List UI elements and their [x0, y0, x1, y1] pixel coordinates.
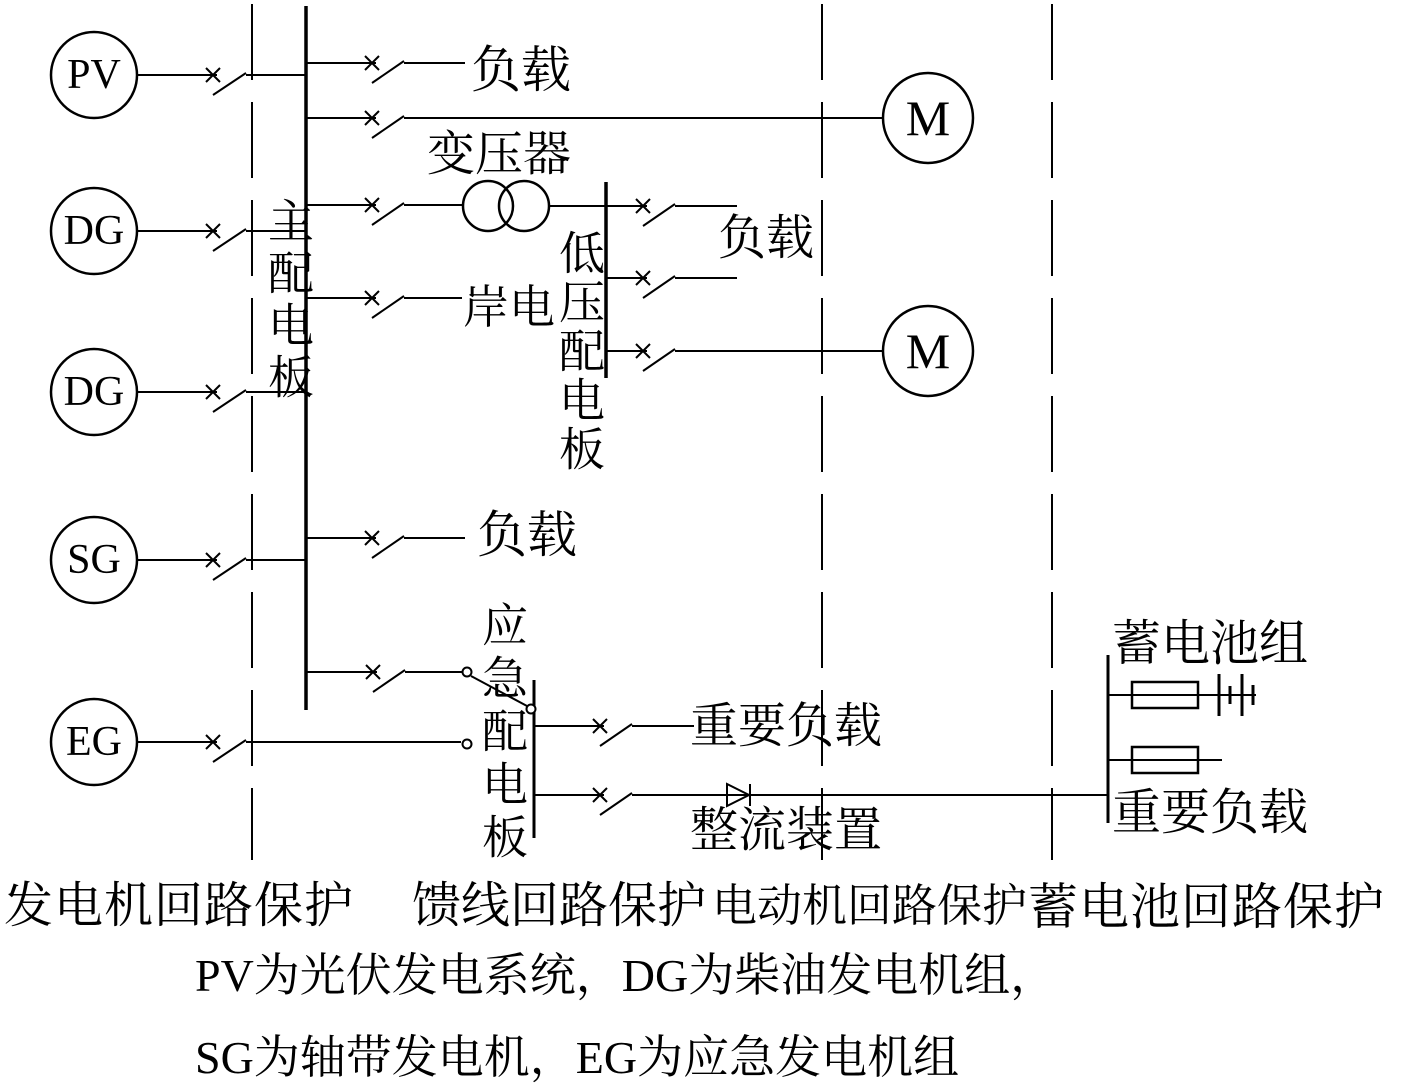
- feeder-emergency-tie: [306, 665, 462, 692]
- rectifier-label: 整流装置: [690, 804, 883, 857]
- important-load-battery-label: 重要负载: [1112, 785, 1309, 840]
- shore-power-label: 岸电: [463, 282, 555, 333]
- caption-battery-protection: 蓄电池回路保护: [1028, 879, 1385, 935]
- emergency-feeder-important-load: [534, 719, 694, 746]
- feeder-load-main: [306, 531, 465, 558]
- transformer-label: 变压器: [427, 128, 572, 181]
- emergency-switchboard-label: 应急配电板: [476, 601, 527, 866]
- load-main-label: 负载: [477, 507, 577, 563]
- pv-breaker: [137, 68, 306, 95]
- changeover-pivot: [527, 705, 536, 714]
- feeder-transformer: [306, 198, 606, 225]
- lv-feeder-spare: [606, 271, 737, 298]
- dg2-source-label: DG: [63, 369, 125, 415]
- load-lv-label: 负载: [718, 212, 815, 265]
- note-pv-dg: PV为光伏发电系统，DG为柴油发电机组，: [195, 950, 1057, 1001]
- caption-feeder-protection: 馈线回路保护: [412, 878, 707, 933]
- dg1-source-label: DG: [63, 208, 125, 254]
- feeder-load-top: [306, 56, 465, 83]
- eg-source-label: EG: [66, 719, 122, 765]
- pv-source-label: PV: [67, 52, 121, 98]
- low-voltage-switchboard-label: 低压配电板: [553, 229, 604, 474]
- lv-feeder-motor: [606, 344, 883, 371]
- feeder-motor-top: [306, 111, 883, 138]
- load-top-label: 负载: [471, 42, 571, 98]
- caption-generator-protection: 发电机回路保护: [4, 878, 355, 933]
- main-switchboard-label: 主配电板: [262, 197, 313, 405]
- sg-source-label: SG: [67, 537, 121, 583]
- changeover-contact-eg: [463, 740, 472, 749]
- feeder-shore-power: [306, 291, 462, 318]
- caption-motor-protection: 电动机回路保护: [712, 881, 1028, 931]
- battery-bank-label: 蓄电池组: [1112, 616, 1309, 671]
- transformer-secondary-winding: [499, 181, 549, 231]
- changeover-contact-main: [463, 668, 472, 677]
- note-sg-eg: SG为轴带发电机，EG为应急发电机组: [195, 1032, 960, 1083]
- sg-breaker: [137, 553, 306, 580]
- important-load-emergency-label: 重要负载: [690, 700, 883, 753]
- eg-breaker: [137, 735, 461, 762]
- motor-top-label: M: [905, 90, 951, 146]
- motor-lv-label: M: [905, 323, 951, 379]
